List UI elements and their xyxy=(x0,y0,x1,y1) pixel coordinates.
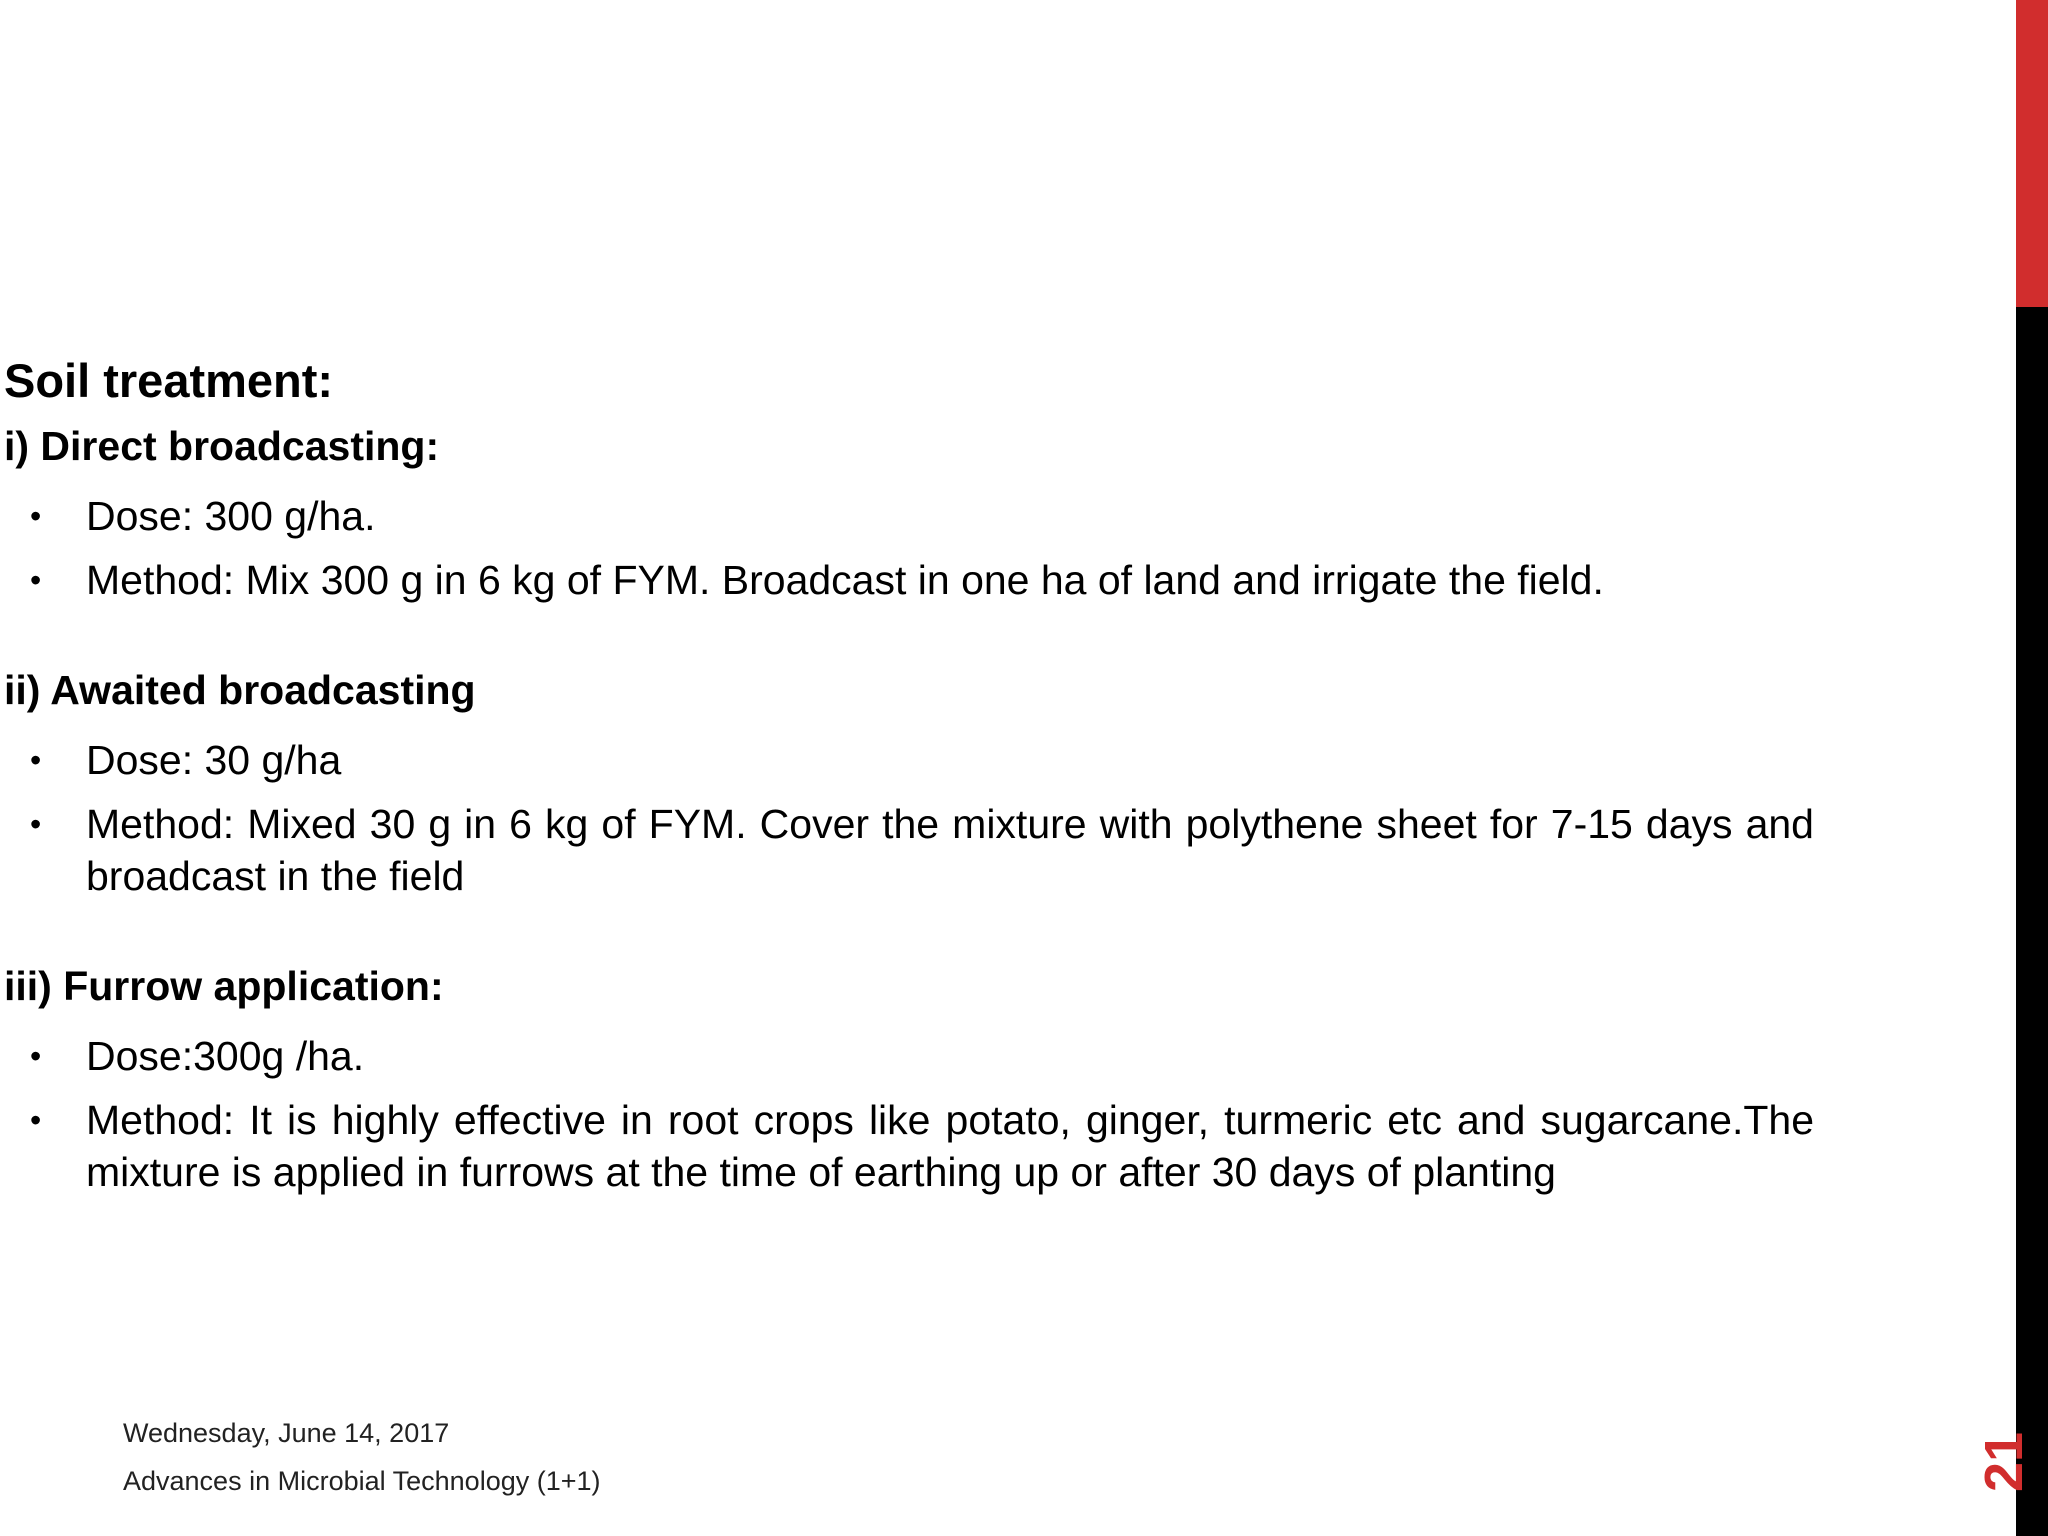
list-item xyxy=(4,734,1814,786)
bullet-icon: • xyxy=(30,1038,42,1074)
bullet-list-furrow-application xyxy=(4,1030,1814,1198)
list-item xyxy=(4,490,1814,542)
section-heading-awaited-broadcasting: ii) Awaited broadcasting xyxy=(4,667,476,713)
list-item xyxy=(4,798,1814,902)
list-item xyxy=(4,554,1814,606)
slide-title: Soil treatment: xyxy=(4,354,334,407)
bullet-text: Method: It is highly effective in root crops like potato, ginger, turmeric etc and sugarcane.The mixture is applied in furrows at the time of earthing up or after 30 days of planting xyxy=(86,1097,1814,1195)
section-heading-furrow-application: iii) Furrow application: xyxy=(4,963,444,1009)
footer-course-title: Advances in Microbial Technology (1+1) xyxy=(123,1466,601,1496)
list-item xyxy=(4,1094,1814,1198)
list-item xyxy=(4,1030,1814,1082)
bullet-icon: • xyxy=(30,562,42,598)
bullet-icon: • xyxy=(30,806,42,842)
sidebar-accent-red xyxy=(2016,0,2048,307)
bullet-text: Method: Mix 300 g in 6 kg of FYM. Broadcast in one ha of land and irrigate the field. xyxy=(86,557,1604,603)
slide-content xyxy=(4,348,1814,1198)
bullet-text: Method: Mixed 30 g in 6 kg of FYM. Cover the mixture with polythene sheet for 7-15 days and broadcast in the field xyxy=(86,801,1814,899)
bullet-list-awaited-broadcasting xyxy=(4,734,1814,902)
bullet-text: Dose:300g /ha. xyxy=(86,1033,365,1079)
bullet-text: Dose: 300 g/ha. xyxy=(86,493,376,539)
bullet-text: Dose: 30 g/ha xyxy=(86,737,342,783)
bullet-icon: • xyxy=(30,1102,42,1138)
bullet-icon: • xyxy=(30,742,42,778)
page-number: 21 xyxy=(1974,1431,2034,1493)
bullet-icon: • xyxy=(30,498,42,534)
bullet-list-direct-broadcasting xyxy=(4,490,1814,606)
section-heading-direct-broadcasting: i) Direct broadcasting: xyxy=(4,423,440,469)
footer-date: Wednesday, June 14, 2017 xyxy=(123,1418,450,1448)
sidebar-accent-black xyxy=(2016,307,2048,1536)
